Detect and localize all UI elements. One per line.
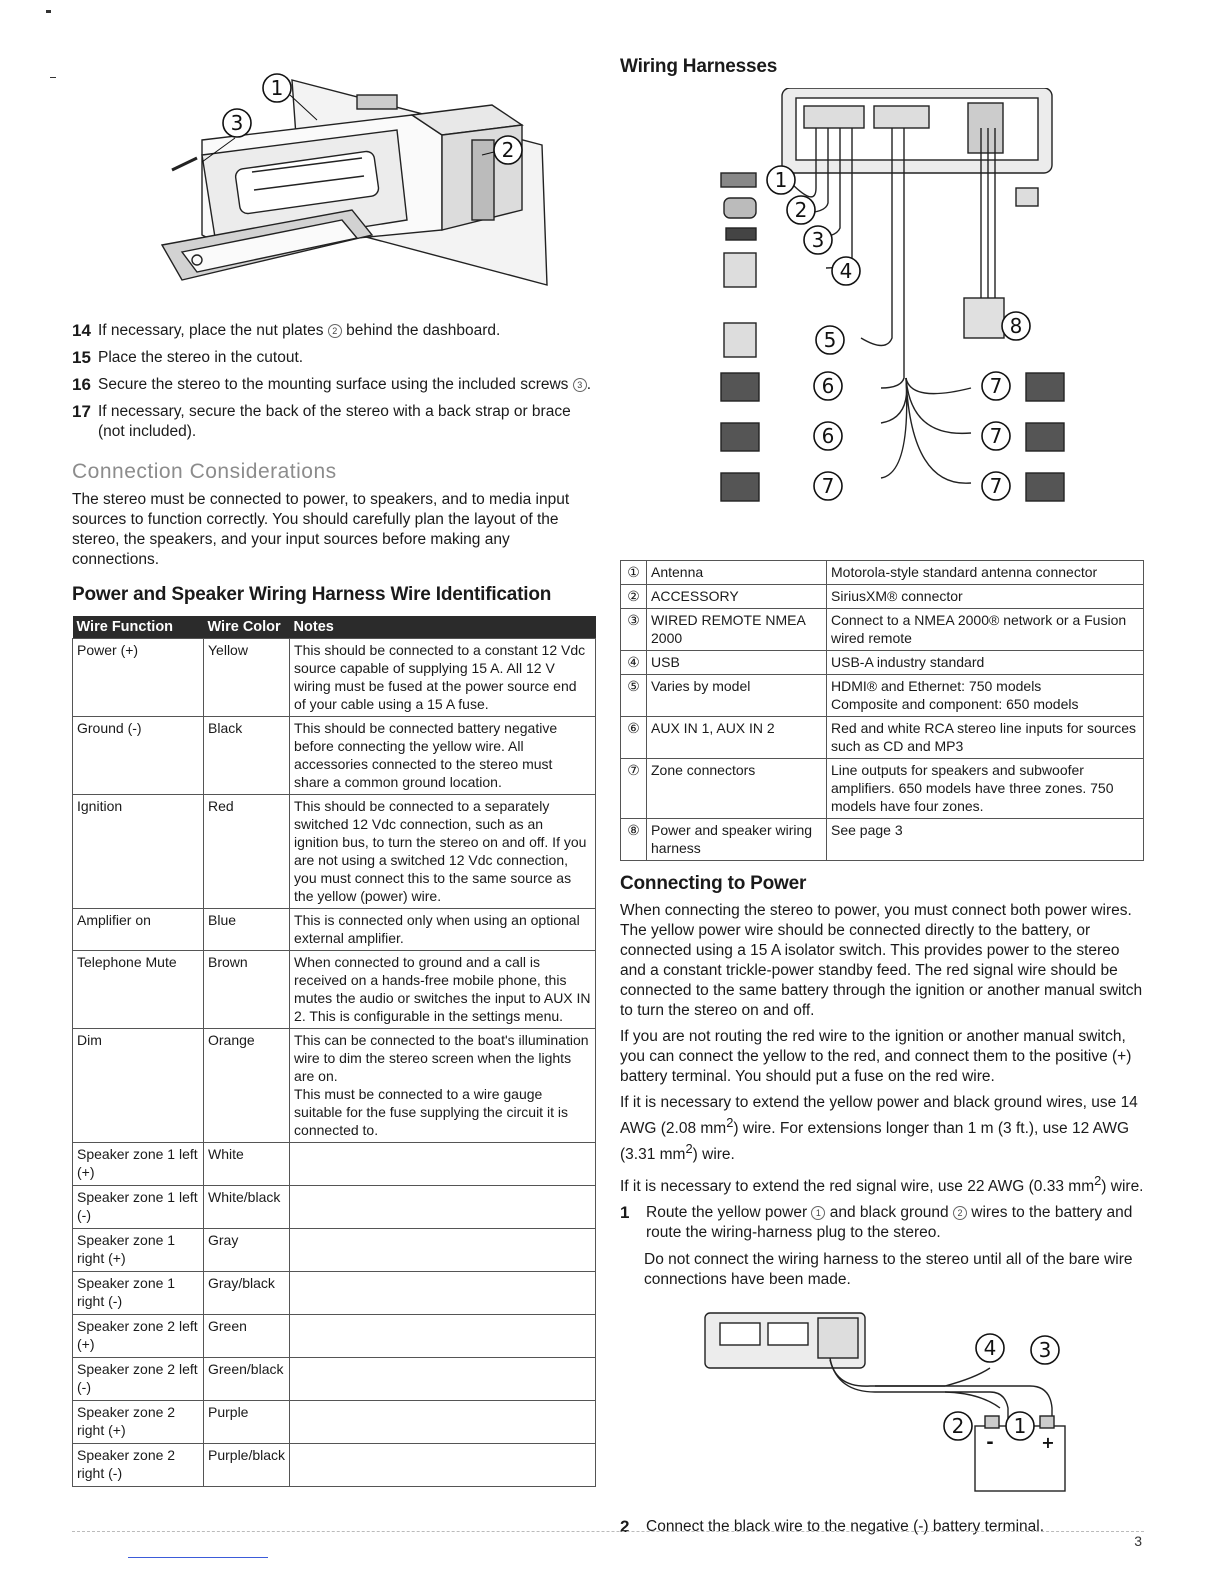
wire-function: Speaker zone 1 right (-) — [73, 1272, 204, 1315]
mount-figure — [72, 50, 596, 305]
step-text: If necessary, secure the back of the stereo with a back strap or brace (not included). — [98, 403, 571, 440]
battery-callout-3: 3 — [1038, 1338, 1052, 1363]
wire-function: Speaker zone 1 left (+) — [73, 1143, 204, 1186]
table-row — [73, 639, 596, 717]
header-wire-color: Wire Color — [204, 616, 290, 639]
harness-callout-2: 2 — [794, 198, 808, 222]
wire-color: Yellow — [204, 639, 290, 717]
connector-number: ⑧ — [621, 819, 647, 861]
wire-function: Power (+) — [73, 639, 204, 717]
superscript: 2 — [1094, 1173, 1102, 1189]
harness-callout-3: 3 — [811, 228, 825, 252]
wire-function: Speaker zone 2 left (-) — [73, 1358, 204, 1401]
battery-negative-label: - — [986, 1432, 994, 1454]
battery-callout-2: 2 — [951, 1414, 965, 1439]
table-row — [73, 909, 596, 951]
text-run: ) wire. For extensions longer than 1 m (3 ft.), use 12 AWG (3.31 mm — [620, 1120, 1130, 1164]
battery-callout-4: 4 — [983, 1336, 997, 1361]
connector-number: ④ — [621, 651, 647, 675]
text-run: If it is necessary to extend the yellow power and black ground wires, use 14 AWG (2.08 mm — [620, 1094, 1138, 1138]
wire-notes — [290, 1358, 596, 1401]
stereo-mount-illustration — [142, 60, 572, 300]
table-row — [621, 675, 1144, 717]
battery-wiring-illustration — [700, 1308, 1080, 1498]
harness-callout-5: 5 — [823, 328, 837, 352]
step-text: Secure the stereo to the mounting surface using the included screws — [98, 376, 569, 393]
table-row — [73, 951, 596, 1029]
connection-considerations-text: The stereo must be connected to power, to speakers, and to media input sources to function correctly. You should carefully plan the layout of the stereo, the speakers, and your input sources before making any connections. — [72, 491, 570, 568]
text-run: ) wire. — [1101, 1178, 1144, 1196]
connector-number: ① — [621, 561, 647, 585]
table-row — [73, 1401, 596, 1444]
wiring-harnesses-heading: Wiring Harnesses — [620, 56, 778, 77]
wire-color: White/black — [204, 1186, 290, 1229]
wire-color: White — [204, 1143, 290, 1186]
wire-notes-line: This can be connected to the boat's illumination wire to dim the stereo screen when the lights are on. — [294, 1032, 589, 1084]
table-row — [621, 609, 1144, 651]
wire-color: Blue — [204, 909, 290, 951]
wire-notes: This should be connected to a separately switched 12 Vdc connection, such as an ignition bus, to turn the stereo on and off. If you are not using a switched 12 Vdc connection, you must connect this to the same source as the yellow (power) wire. — [290, 795, 596, 909]
wire-function: Speaker zone 1 left (-) — [73, 1186, 204, 1229]
wire-notes — [290, 1229, 596, 1272]
wire-notes — [290, 1272, 596, 1315]
power-step-2 — [620, 1517, 1144, 1537]
battery-callout-1: 1 — [1013, 1414, 1027, 1439]
power-paragraph-1: When connecting the stereo to power, you must connect both power wires. The yellow power wire should be connected directly to the battery, or connected using a 15 A isolator switch. This provides power to the stereo and a constant trickle-power standby feed. The red signal wire should be connected to the same battery through the ignition or another manual switch to turn the stereo on and off. — [620, 902, 1143, 1019]
power-paragraph-4 — [620, 1171, 1144, 1197]
connector-description — [827, 675, 1144, 717]
step-16 — [72, 375, 596, 395]
step-15 — [72, 348, 596, 368]
mount-callout-1: 1 — [270, 76, 284, 100]
wire-color: Green — [204, 1315, 290, 1358]
connector-number: ⑦ — [621, 759, 647, 819]
step-number: 17 — [72, 402, 91, 421]
ground-wire-ref: 2 — [953, 1206, 967, 1220]
step-text: If necessary, place the nut plates — [98, 322, 324, 339]
step-17 — [72, 402, 596, 442]
step-text: behind the dashboard. — [346, 322, 501, 339]
table-row — [621, 561, 1144, 585]
header-notes: Notes — [290, 616, 596, 639]
table-row — [621, 759, 1144, 819]
step-text: wires to the battery and route the wiring-harness plug to the stereo. — [646, 1204, 1133, 1242]
connector-description: See page 3 — [827, 819, 1144, 861]
harness-callout-7: 7 — [821, 474, 835, 498]
wire-identification-table — [72, 616, 596, 1487]
wire-notes — [290, 1401, 596, 1444]
wire-color: Orange — [204, 1029, 290, 1143]
wire-color: Purple/black — [204, 1444, 290, 1487]
harness-callout-8: 8 — [1009, 314, 1023, 338]
wire-table-heading: Power and Speaker Wiring Harness Wire Identification — [72, 584, 552, 605]
step-text: Route the yellow power — [646, 1204, 808, 1222]
screws-ref: 3 — [573, 378, 587, 392]
connector-name: Zone connectors — [647, 759, 827, 819]
left-column — [72, 50, 596, 1487]
header-wire-function: Wire Function — [73, 616, 204, 639]
wire-notes — [290, 1143, 596, 1186]
power-paragraph-2: If you are not routing the red wire to the ignition or another manual switch, you can connect the yellow to the red, and connect them to the positive (+) battery terminal. You should put a fuse on the red wire. — [620, 1028, 1132, 1085]
connector-description: Connect to a NMEA 2000® network or a Fusion wired remote — [827, 609, 1144, 651]
power-step-1 — [620, 1203, 1144, 1243]
power-wire-ref: 1 — [811, 1206, 825, 1220]
connector-description: SiriusXM® connector — [827, 585, 1144, 609]
text-run: If it is necessary to extend the red signal wire, use 22 AWG (0.33 mm — [620, 1178, 1095, 1196]
wire-notes — [290, 1444, 596, 1487]
table-row — [621, 717, 1144, 759]
table-row — [73, 1315, 596, 1358]
harness-callout-7: 7 — [989, 474, 1003, 498]
table-row — [73, 1143, 596, 1186]
table-row — [621, 585, 1144, 609]
connector-description-line: Composite and component: 650 models — [831, 696, 1079, 712]
wire-function: Ignition — [73, 795, 204, 909]
connector-description: Motorola-style standard antenna connector — [827, 561, 1144, 585]
wire-function: Dim — [73, 1029, 204, 1143]
table-header-row — [73, 616, 596, 639]
superscript: 2 — [685, 1141, 693, 1157]
step-number: 14 — [72, 321, 91, 340]
connector-name: Power and speaker wiring harness — [647, 819, 827, 861]
table-row — [73, 717, 596, 795]
table-row — [73, 1444, 596, 1487]
right-column — [620, 50, 1144, 1544]
wire-notes: This is connected only when using an optional external amplifier. — [290, 909, 596, 951]
wire-notes — [290, 1029, 596, 1143]
connector-name: ACCESSORY — [647, 585, 827, 609]
harness-callout-7: 7 — [989, 374, 1003, 398]
wire-color: Red — [204, 795, 290, 909]
wiring-harness-illustration — [696, 88, 1096, 543]
footer-divider — [72, 1531, 1144, 1532]
scan-mark — [46, 10, 51, 13]
harness-callout-7: 7 — [989, 424, 1003, 448]
wire-notes — [290, 1315, 596, 1358]
wire-function: Amplifier on — [73, 909, 204, 951]
wire-color: Green/black — [204, 1358, 290, 1401]
install-steps — [72, 321, 596, 442]
power-paragraph-3 — [620, 1093, 1144, 1165]
wire-notes — [290, 1186, 596, 1229]
step-text: . — [586, 376, 592, 393]
connector-name: Antenna — [647, 561, 827, 585]
harness-callout-4: 4 — [839, 259, 853, 283]
wire-function: Telephone Mute — [73, 951, 204, 1029]
page-number: 3 — [1134, 1533, 1142, 1549]
connector-description: Red and white RCA stereo line inputs for sources such as CD and MP3 — [827, 717, 1144, 759]
step-number: 16 — [72, 375, 91, 394]
step-number: 2 — [620, 1517, 630, 1537]
connector-number: ② — [621, 585, 647, 609]
power-step-1-note: Do not connect the wiring harness to the stereo until all of the bare wire connections have been made. — [644, 1251, 1133, 1289]
link-underline — [128, 1557, 268, 1558]
harness-callout-1: 1 — [774, 168, 788, 192]
step-14 — [72, 321, 596, 341]
connector-number: ⑥ — [621, 717, 647, 759]
step-text: and black ground — [829, 1204, 949, 1222]
table-row — [73, 795, 596, 909]
battery-positive-label: + — [1041, 1433, 1055, 1453]
table-row — [73, 1358, 596, 1401]
table-row — [621, 651, 1144, 675]
connector-name: Varies by model — [647, 675, 827, 717]
wire-color: Brown — [204, 951, 290, 1029]
wire-function: Speaker zone 2 right (-) — [73, 1444, 204, 1487]
wire-color: Purple — [204, 1401, 290, 1444]
superscript: 2 — [726, 1115, 734, 1130]
wire-notes: This should be connected battery negative before connecting the yellow wire. All accessories connected to the stereo must share a common ground location. — [290, 717, 596, 795]
connector-description-line: HDMI® and Ethernet: 750 models — [831, 678, 1042, 694]
wire-color: Gray — [204, 1229, 290, 1272]
scan-mark — [50, 77, 56, 78]
table-row — [621, 819, 1144, 861]
connector-name: USB — [647, 651, 827, 675]
step-text: Connect the black wire to the negative (-) battery terminal. — [646, 1518, 1045, 1536]
step-number: 1 — [620, 1203, 630, 1223]
wire-function: Speaker zone 2 left (+) — [73, 1315, 204, 1358]
wire-function: Speaker zone 1 right (+) — [73, 1229, 204, 1272]
connector-number: ⑤ — [621, 675, 647, 717]
wire-function: Speaker zone 2 right (+) — [73, 1401, 204, 1444]
mount-callout-2: 2 — [501, 138, 515, 162]
connector-name: AUX IN 1, AUX IN 2 — [647, 717, 827, 759]
connector-table — [620, 560, 1144, 861]
harness-callout-6: 6 — [821, 424, 835, 448]
connector-description: Line outputs for speakers and subwoofer amplifiers. 650 models have three zones. 750 models have four zones. — [827, 759, 1144, 819]
harness-callout-6: 6 — [821, 374, 835, 398]
table-row — [73, 1272, 596, 1315]
wire-color: Gray/black — [204, 1272, 290, 1315]
table-row — [73, 1229, 596, 1272]
wire-color: Black — [204, 717, 290, 795]
wire-function: Ground (-) — [73, 717, 204, 795]
wire-notes-line: This must be connected to a wire gauge suitable for the fuse supplying the circuit it is connected to. — [294, 1086, 568, 1138]
connecting-to-power-heading: Connecting to Power — [620, 873, 807, 894]
table-row — [73, 1029, 596, 1143]
mount-callout-3: 3 — [230, 111, 244, 135]
connection-considerations-heading: Connection Considerations — [72, 460, 337, 483]
nut-plate-ref: 2 — [328, 324, 342, 338]
connector-name: WIRED REMOTE NMEA 2000 — [647, 609, 827, 651]
step-text: Place the stereo in the cutout. — [98, 349, 304, 366]
harness-figure — [620, 82, 1144, 548]
text-run: ) wire. — [692, 1146, 735, 1164]
wire-notes: When connected to ground and a call is received on a hands-free mobile phone, this mutes the audio or switches the input to AUX IN 2. This is configurable in the settings menu. — [290, 951, 596, 1029]
wire-notes: This should be connected to a constant 12 Vdc source capable of supplying 15 A. All 12 V wiring must be fused at the power source end of your cable using a 15 A fuse. — [290, 639, 596, 717]
table-row — [73, 1186, 596, 1229]
connector-description: USB-A industry standard — [827, 651, 1144, 675]
connector-number: ③ — [621, 609, 647, 651]
step-number: 15 — [72, 348, 91, 367]
battery-figure — [620, 1298, 1144, 1503]
